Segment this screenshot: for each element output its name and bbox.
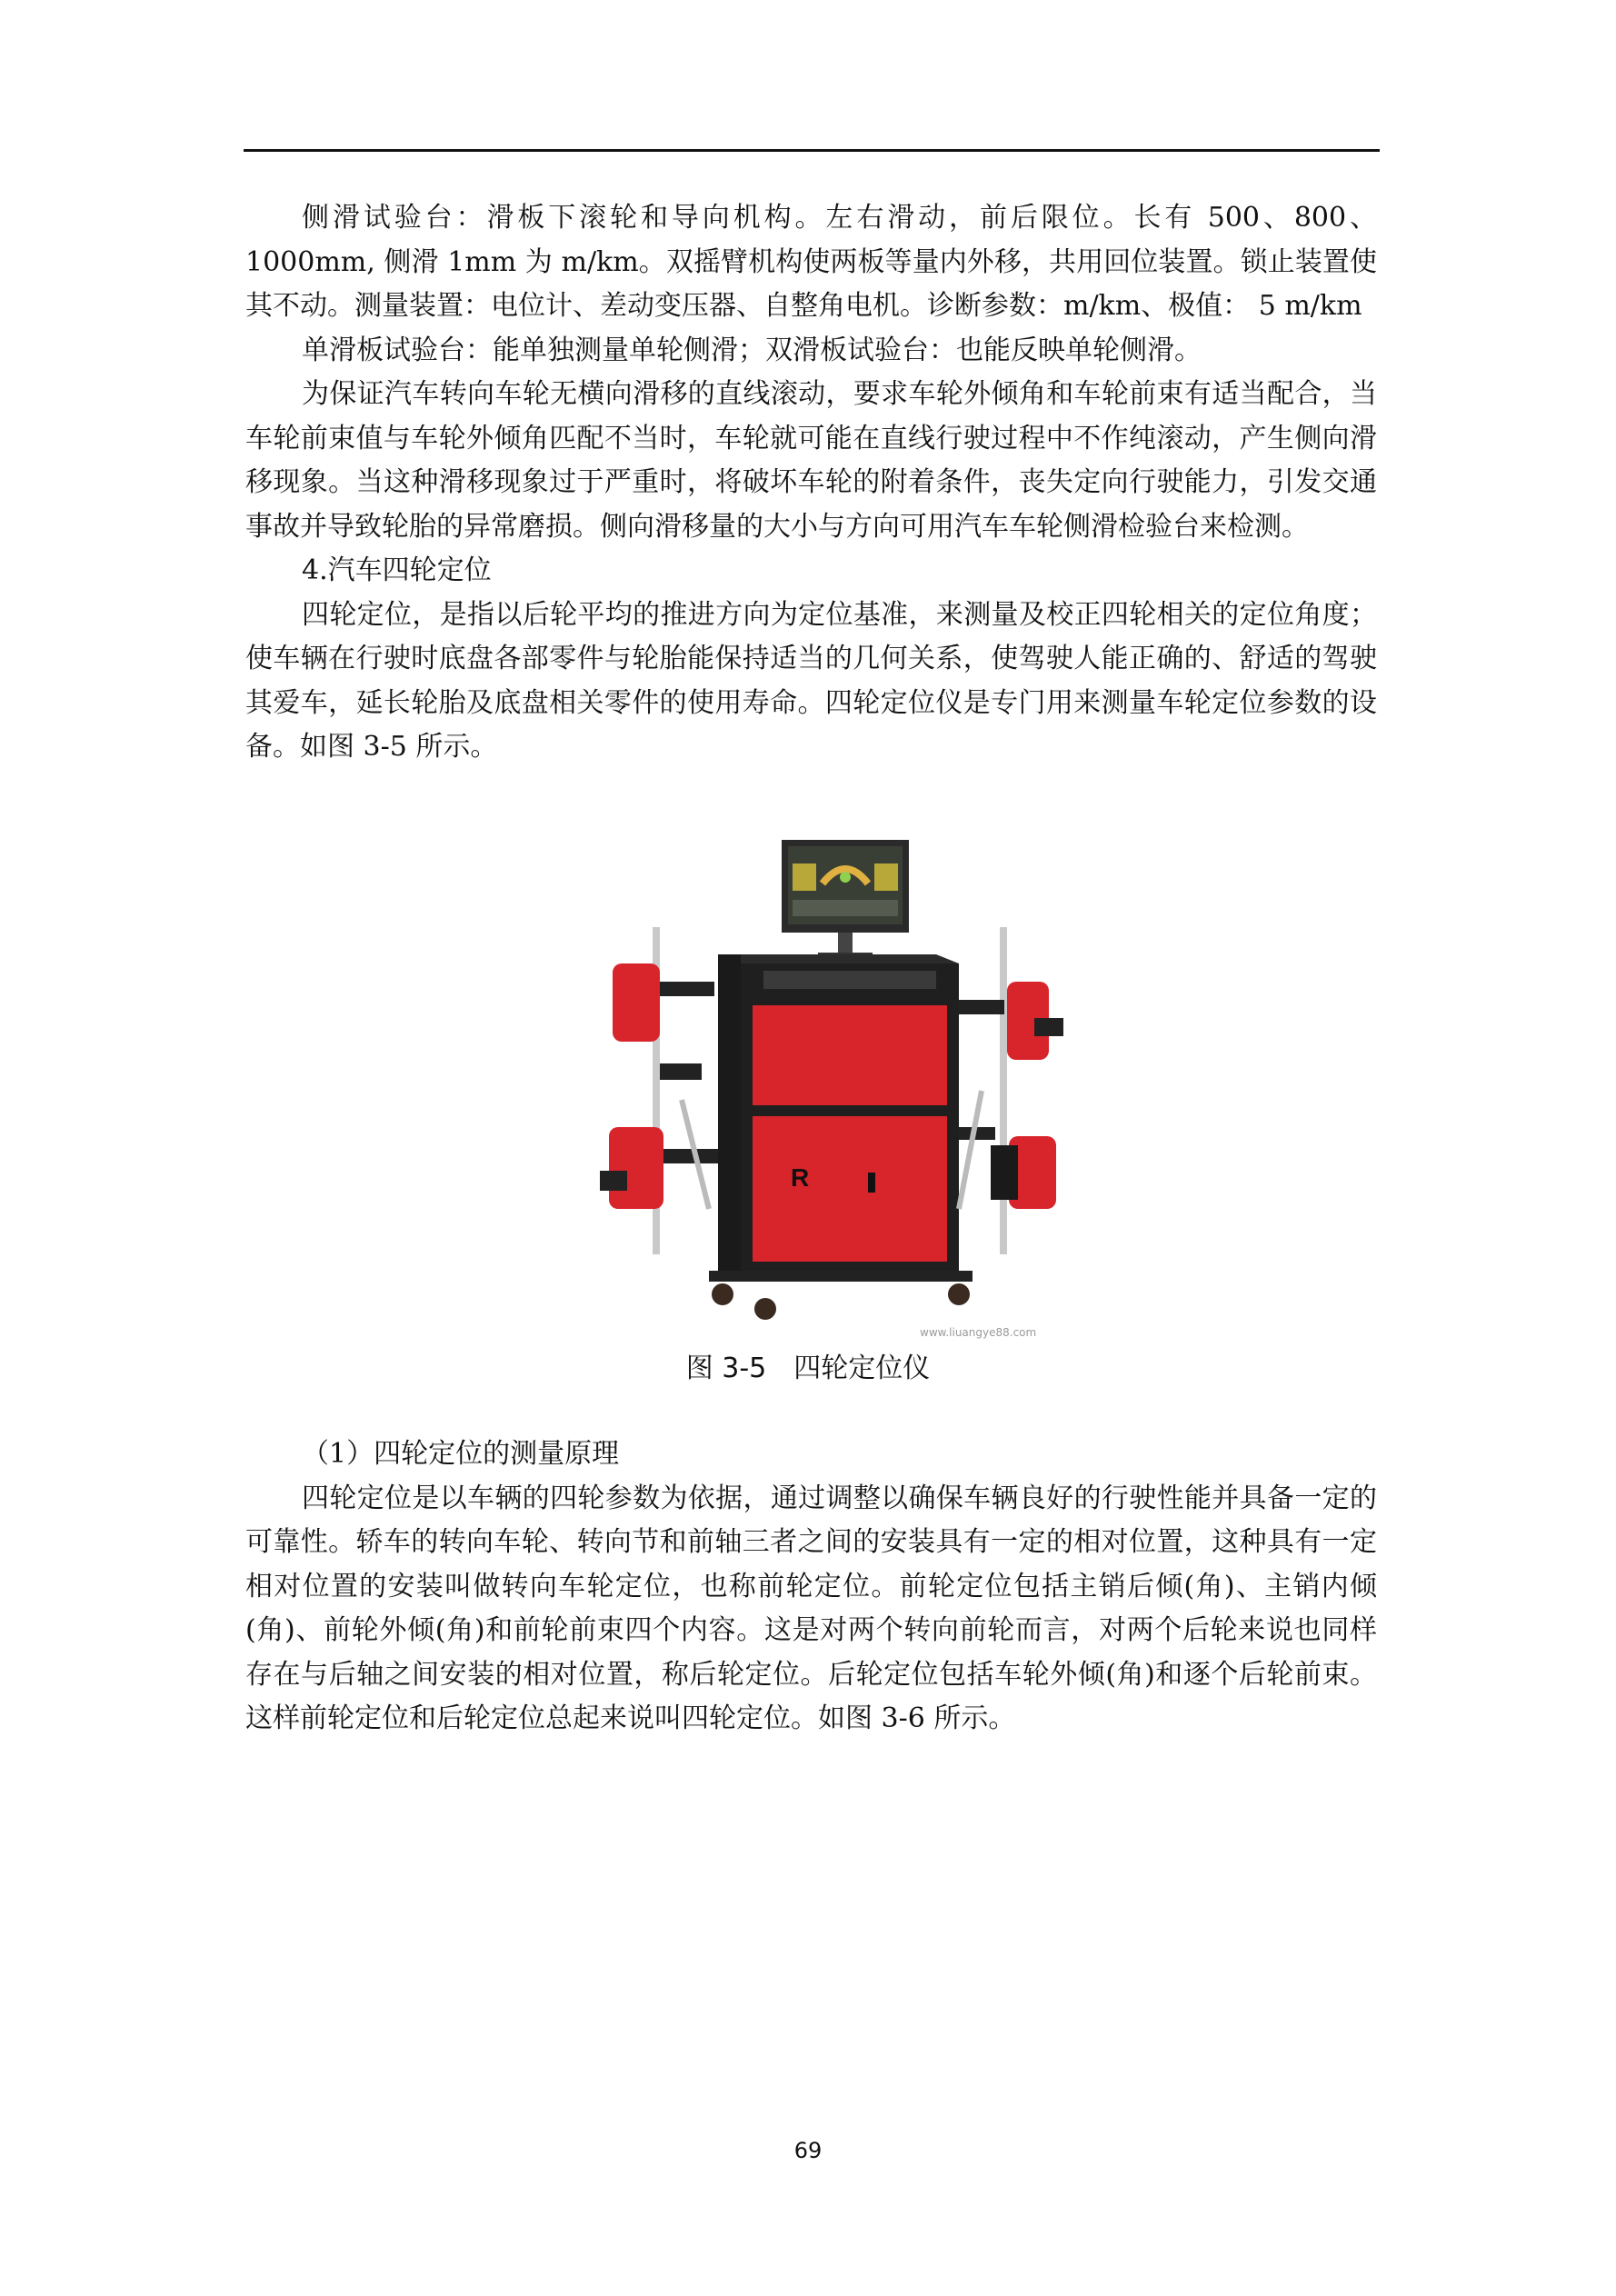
figure-caption: 图 3-5 四轮定位仪 — [685, 1353, 931, 1384]
monitor — [782, 840, 909, 958]
section-2 — [245, 1433, 1377, 1742]
left-sensor-heads — [600, 927, 718, 1254]
subsection-heading-measurement-principle: （1）四轮定位的测量原理 — [302, 1438, 620, 1470]
header-rule — [244, 149, 1380, 152]
right-sensor-heads — [959, 927, 1063, 1254]
paragraph-wheel-alignment: 四轮定位，是指以后轮平均的推进方向为定位基准，来测量及校正四轮相关的定位角度；使车辆在行驶时底盘各部零件与轮胎能保持适当的几何关系，使驾驶人能正确的、舒适的驾驶其爱车，延长轮胎及底盘相关零件的使用寿命。四轮定位仪是专门用来测量车轮定位参数的设备。如图 3-5 所示。 — [245, 598, 1377, 763]
cabinet — [709, 954, 973, 1320]
page-number: 69 — [793, 2138, 823, 2163]
paragraph-measurement-principle: 四轮定位是以车辆的四轮参数为依据，通过调整以确保车辆良好的行驶性能并具备一定的可靠性。轿车的转向车轮、转向节和前轴三者之间的安装具有一定的相对位置，这种具有一定相对位置的安装叫做转向车轮定位，也称前轮定位。前轮定位包括主销后倾(角)、主销内倾(角)、前轮外倾(角)和前轮前束四个内容。这是对两个转向前轮而言，对两个后轮来说也同样存在与后轴之间安装的相对位置，称后轮定位。后轮定位包括车轮外倾(角)和逐个后轮前束。这样前轮定位和后轮定位总起来说叫四轮定位。如图 3-6 所示。 — [245, 1482, 1377, 1734]
paragraph-lateral-slip: 为保证汽车转向车轮无横向滑移的直线滚动，要求车轮外倾角和车轮前束有适当配合，当车轮前束值与车轮外倾角匹配不当时，车轮就可能在直线行驶过程中不作纯滚动，产生侧向滑移现象。当这种滑移现象过于严重时，将破坏车轮的附着条件，丧失定向行驶能力，引发交通事故并导致轮胎的异常磨损。侧向滑移量的大小与方向可用汽车车轮侧滑检验台来检测。 — [245, 378, 1377, 543]
section-heading-wheel-alignment: 4.汽车四轮定位 — [302, 554, 492, 586]
section-1 — [245, 196, 1377, 770]
svg-text:R: R — [791, 1163, 810, 1192]
watermark: www.liuangye88.com — [920, 1326, 1037, 1339]
paragraph-plate-types: 单滑板试验台：能单独测量单轮侧滑；双滑板试验台：也能反映单轮侧滑。 — [302, 334, 1202, 366]
wheel-aligner-image — [600, 827, 1072, 1354]
paragraph-sideslip-bench: 侧滑试验台：滑板下滚轮和导向机构。左右滑动，前后限位。长有 500、800、1000mm, 侧滑 1mm 为 m/km。双摇臂机构使两板等量内外移，共用回位装置。锁止装置使其不动。测量装置：电位计、差动变压器、自整角电机。诊断参数：m/km、极值： 5 m/km — [245, 202, 1377, 322]
